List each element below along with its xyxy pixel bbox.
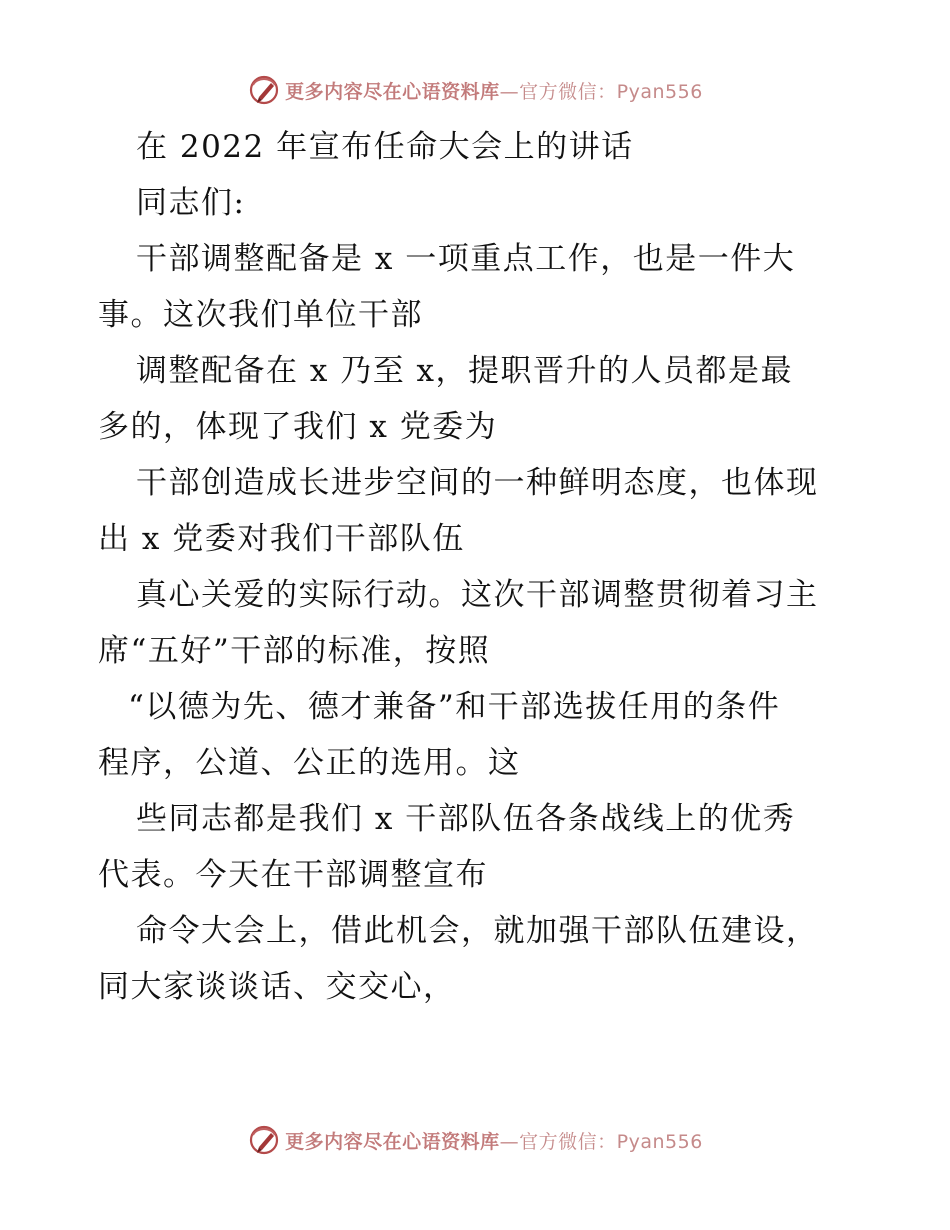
text-line: 出 x 党委对我们干部队伍 — [98, 521, 465, 557]
text-line: 事。这次我们单位干部 — [98, 297, 423, 333]
text-line: 干部调整配备是 x 一项重点工作，也是一件大 — [136, 241, 796, 277]
watermark-rest: —官方微信：Pyan556 — [499, 80, 703, 103]
text-line: 席“五好”干部的标准，按照 — [98, 633, 491, 669]
watermark-header — [0, 70, 950, 110]
watermark-text — [285, 1127, 703, 1154]
text-line: 同志们: — [136, 185, 246, 221]
text-line: 调整配备在 x 乃至 x，提职晋升的人员都是最 — [136, 353, 794, 389]
watermark-main: 更多内容尽在心语资料库 — [285, 80, 500, 103]
watermark-footer — [0, 1120, 950, 1160]
speech-body — [98, 126, 858, 1022]
text-line: 代表。今天在干部调整宣布 — [98, 857, 488, 893]
document-title: 在 2022 年宣布任命大会上的讲话 — [136, 129, 634, 165]
pen-logo-icon — [247, 1123, 281, 1157]
watermark-rest: —官方微信：Pyan556 — [499, 1130, 703, 1153]
text-line: 些同志都是我们 x 干部队伍各条战线上的优秀 — [136, 801, 796, 837]
watermark-text — [285, 77, 703, 104]
text-line: 命令大会上，借此机会，就加强干部队伍建设， — [136, 913, 819, 949]
text-line: “以德为先、德才兼备”和干部选拔任用的条件 — [128, 689, 781, 725]
text-line: 同大家谈谈话、交交心， — [98, 969, 456, 1005]
watermark-main: 更多内容尽在心语资料库 — [285, 1130, 500, 1153]
text-line: 干部创造成长进步空间的一种鲜明态度，也体现 — [136, 465, 819, 501]
text-line: 多的，体现了我们 x 党委为 — [98, 409, 498, 445]
text-line: 真心关爱的实际行动。这次干部调整贯彻着习主 — [136, 577, 819, 613]
pen-logo-icon — [247, 73, 281, 107]
text-line: 程序，公道、公正的选用。这 — [98, 745, 521, 781]
